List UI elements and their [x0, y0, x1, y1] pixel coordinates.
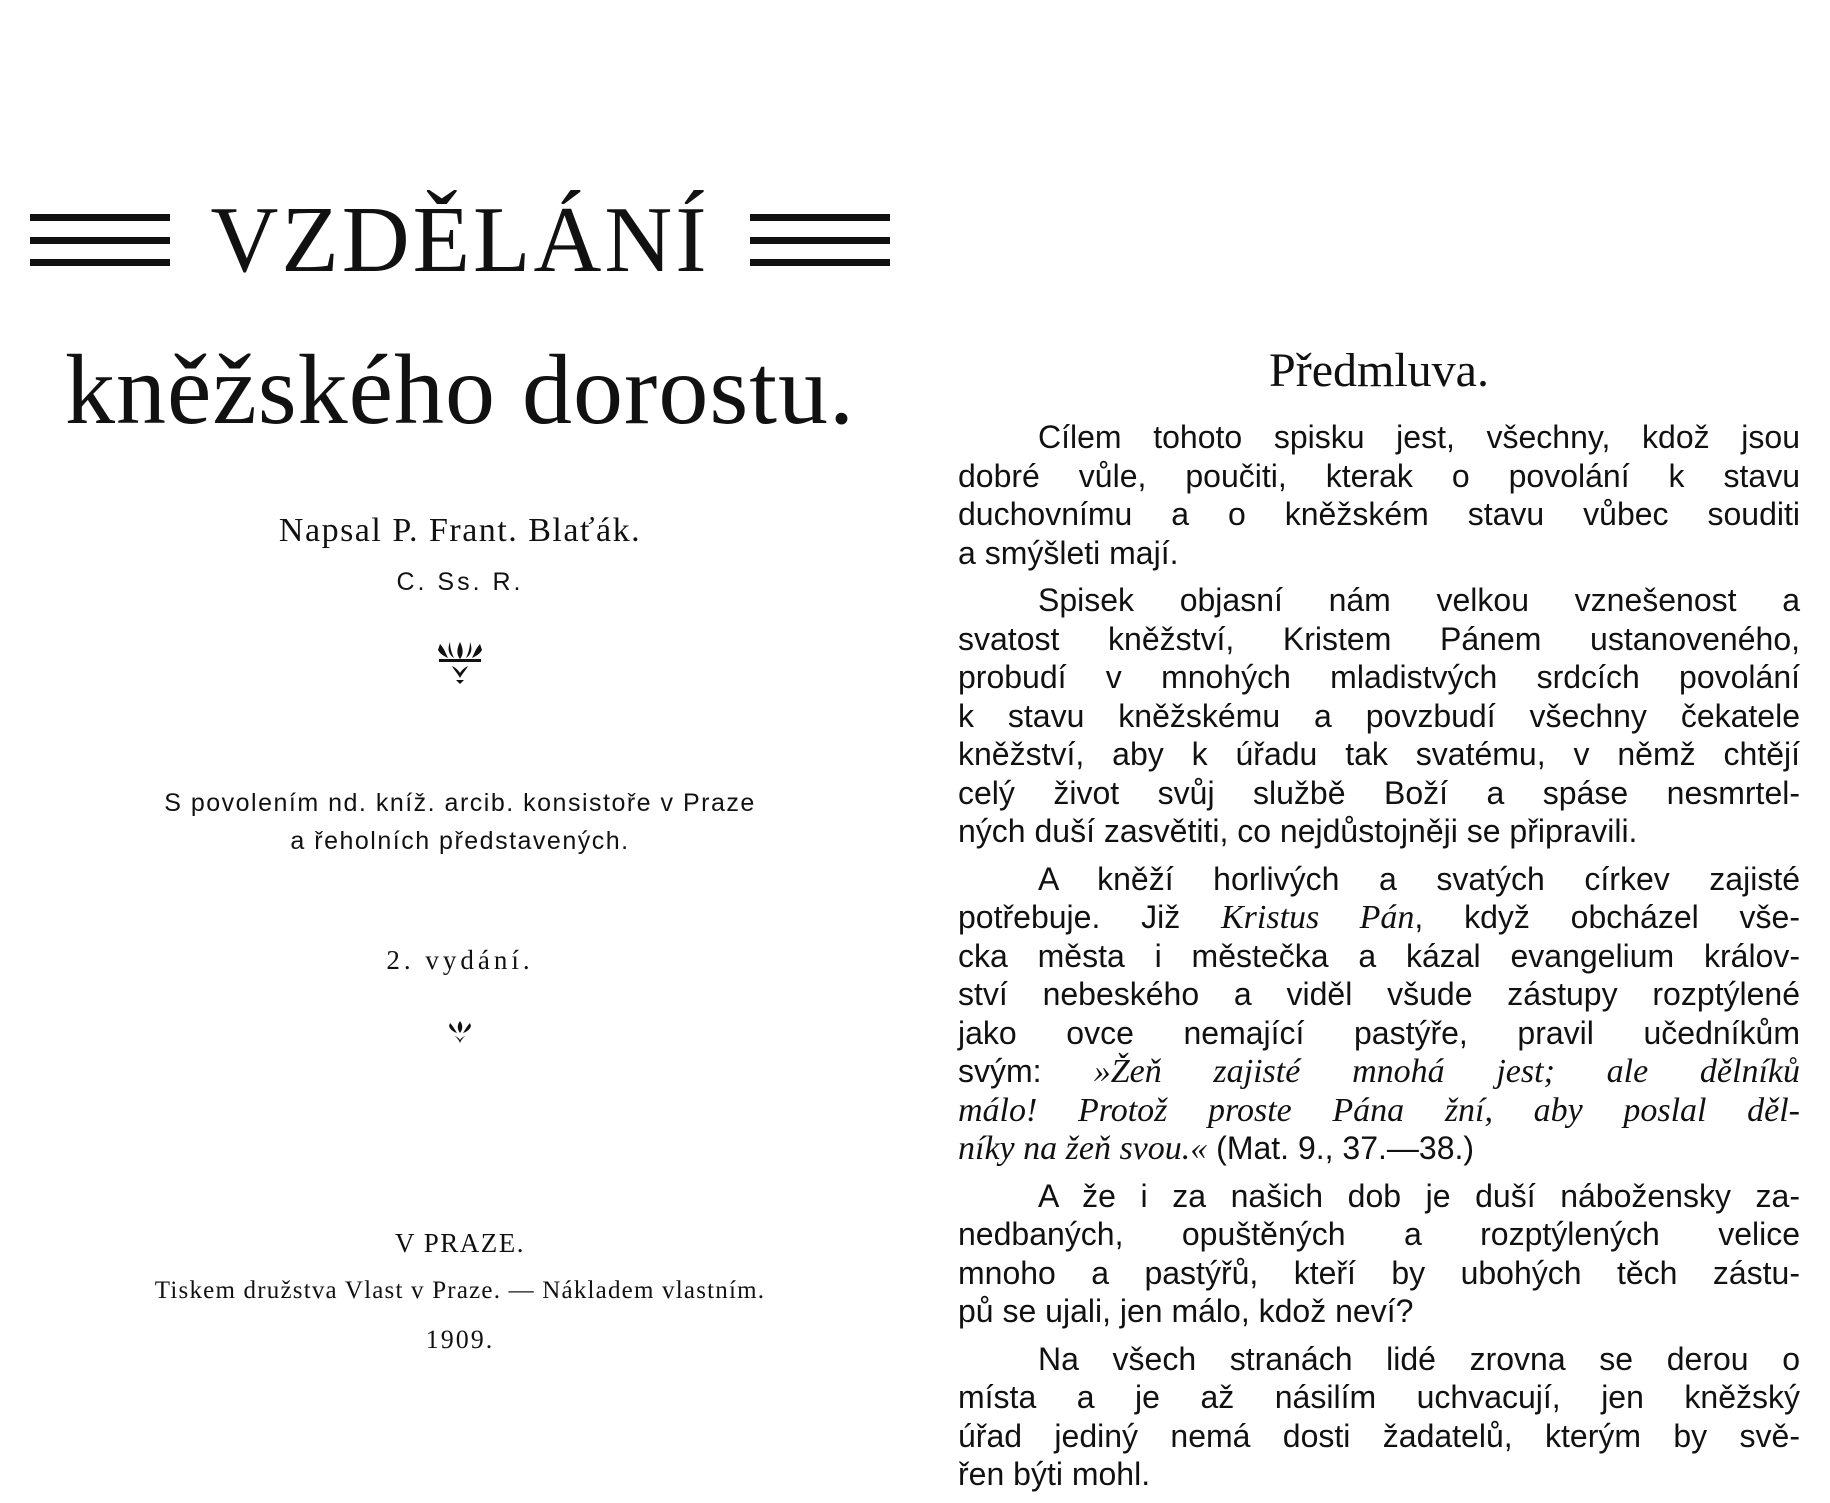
text-run: (Mat. 9., 37.—38.) [1207, 1130, 1475, 1166]
preface-line [958, 1052, 1800, 1091]
preface-line [958, 898, 1800, 937]
text-run: úřad jediný nemá dosti žadatelů, kterým by svě- [958, 1417, 1800, 1454]
preface-line [958, 581, 1800, 620]
order-initials: C. Ss. R. [396, 568, 524, 596]
preface-paragraph [958, 581, 1800, 851]
text-run: duchovnímu a o kněžském stavu vůbec souditi [958, 496, 1800, 532]
small-fleuron-icon [30, 1020, 890, 1044]
preface-line [958, 975, 1800, 1014]
text-run: ství nebeského a viděl všude zástupy rozptýlené [958, 976, 1800, 1012]
main-title-row [30, 190, 890, 290]
text-run: A kněží horlivých a svatých církev zajisté [1038, 860, 1800, 897]
italic-text: »Žeň zajisté mnohá jest; ale dělníků [1093, 1053, 1800, 1090]
imprint-line: Tiskem družstva Vlast v Praze. — Nákladem vlastním. [154, 1277, 766, 1304]
preface-line [958, 620, 1800, 659]
italic-text: málo! Protož proste Pána žní, aby poslal děl- [958, 1091, 1800, 1129]
text-run: mnoho a pastýřů, kteří by ubohých těch zástu- [958, 1254, 1800, 1291]
text-run: potřebuje. Již [958, 899, 1221, 935]
preface-line [958, 1378, 1800, 1417]
fleuron-ornament-icon [30, 640, 890, 686]
italic-text: níky na žeň svou.« [958, 1130, 1208, 1167]
preface-line [958, 1417, 1800, 1456]
text-run: A že i za našich dob je duší nábožensky za- [1038, 1177, 1800, 1214]
text-run: , když obcházel vše- [1414, 899, 1800, 935]
preface-paragraph [958, 1340, 1800, 1494]
preface-heading: Předmluva. [1269, 344, 1489, 397]
preface-line [958, 1254, 1800, 1293]
text-run: Cílem tohoto spisku jest, všechny, kdož jsou [1038, 419, 1800, 455]
text-run: místa a je až násilím uchvacují, jen kněžský [958, 1379, 1800, 1415]
preface-paragraph [958, 418, 1800, 572]
preface-line [958, 812, 1800, 851]
preface-line [958, 658, 1800, 697]
text-run: nedbaných, opuštěných a rozptýlených velice [958, 1216, 1800, 1252]
year-line: 1909. [425, 1325, 495, 1354]
preface-line [958, 418, 1800, 457]
italic-text: Kristus Pán [1221, 899, 1415, 936]
preface-body [958, 418, 1800, 1503]
text-run: cka města i městečka a kázal evangelium králov- [958, 937, 1800, 974]
preface-line [958, 735, 1800, 774]
permission-line-2: a řeholních představených. [290, 827, 630, 855]
text-run: jako ovce nemající pastýře, pravil učedníkům [958, 1014, 1800, 1051]
preface-paragraph [958, 860, 1800, 1168]
preface-page [958, 0, 1800, 1500]
preface-line [958, 1455, 1800, 1494]
preface-line [958, 534, 1800, 573]
preface-line [958, 457, 1800, 496]
text-run: svým: [958, 1053, 1094, 1089]
subtitle: kněžského dorostu. [64, 334, 856, 445]
preface-line [958, 1215, 1800, 1254]
text-run: celý život svůj službě Boží a spáse nesmrtel- [958, 774, 1800, 811]
text-run: dobré vůle, poučiti, kterak o povolání k stavu [958, 457, 1800, 494]
preface-line [958, 1014, 1800, 1053]
preface-line [958, 1292, 1800, 1331]
title-page [30, 0, 890, 1500]
text-run: ných duší zasvětiti, co nejdůstojněji se připravili. [958, 813, 1638, 849]
text-run: svatost kněžství, Kristem Pánem ustanoveného, [958, 620, 1800, 657]
preface-line [958, 495, 1800, 534]
text-run: Spisek objasní nám velkou vznešenost a [1038, 582, 1800, 618]
preface-line [958, 1340, 1800, 1379]
preface-line [958, 774, 1800, 813]
author-line: Napsal P. Frant. Blaťák. [278, 512, 642, 549]
preface-line [958, 1177, 1800, 1216]
text-run: Na všech stranách lidé zrovna se derou o [1038, 1340, 1800, 1377]
text-run: kněžství, aby k úřadu tak svatému, v němž chtějí [958, 736, 1800, 772]
preface-line [958, 860, 1800, 899]
text-run: probudí v mnohých mladistvých srdcích povolání [958, 659, 1800, 695]
preface-line [958, 697, 1800, 736]
edition-line: 2. vydání. [386, 945, 534, 975]
text-run: řen býti mohl. [958, 1456, 1151, 1492]
place-line: V PRAZE. [394, 1228, 526, 1258]
preface-line [958, 1129, 1800, 1168]
preface-paragraph [958, 1177, 1800, 1331]
preface-line [958, 937, 1800, 976]
text-run: a smýšleti mají. [958, 534, 1179, 571]
text-run: k stavu kněžskému a povzbudí všechny čekatele [958, 697, 1800, 734]
left-rule-ornament [30, 214, 170, 266]
main-title: VZDĚLÁNÍ [210, 188, 710, 292]
preface-line [958, 1091, 1800, 1130]
text-run: pů se ujali, jen málo, kdož neví? [958, 1293, 1414, 1329]
permission-block [30, 784, 890, 860]
permission-line-1: S povolením nd. kníž. arcib. konsistoře v Praze [164, 789, 756, 817]
right-rule-ornament [750, 214, 890, 266]
